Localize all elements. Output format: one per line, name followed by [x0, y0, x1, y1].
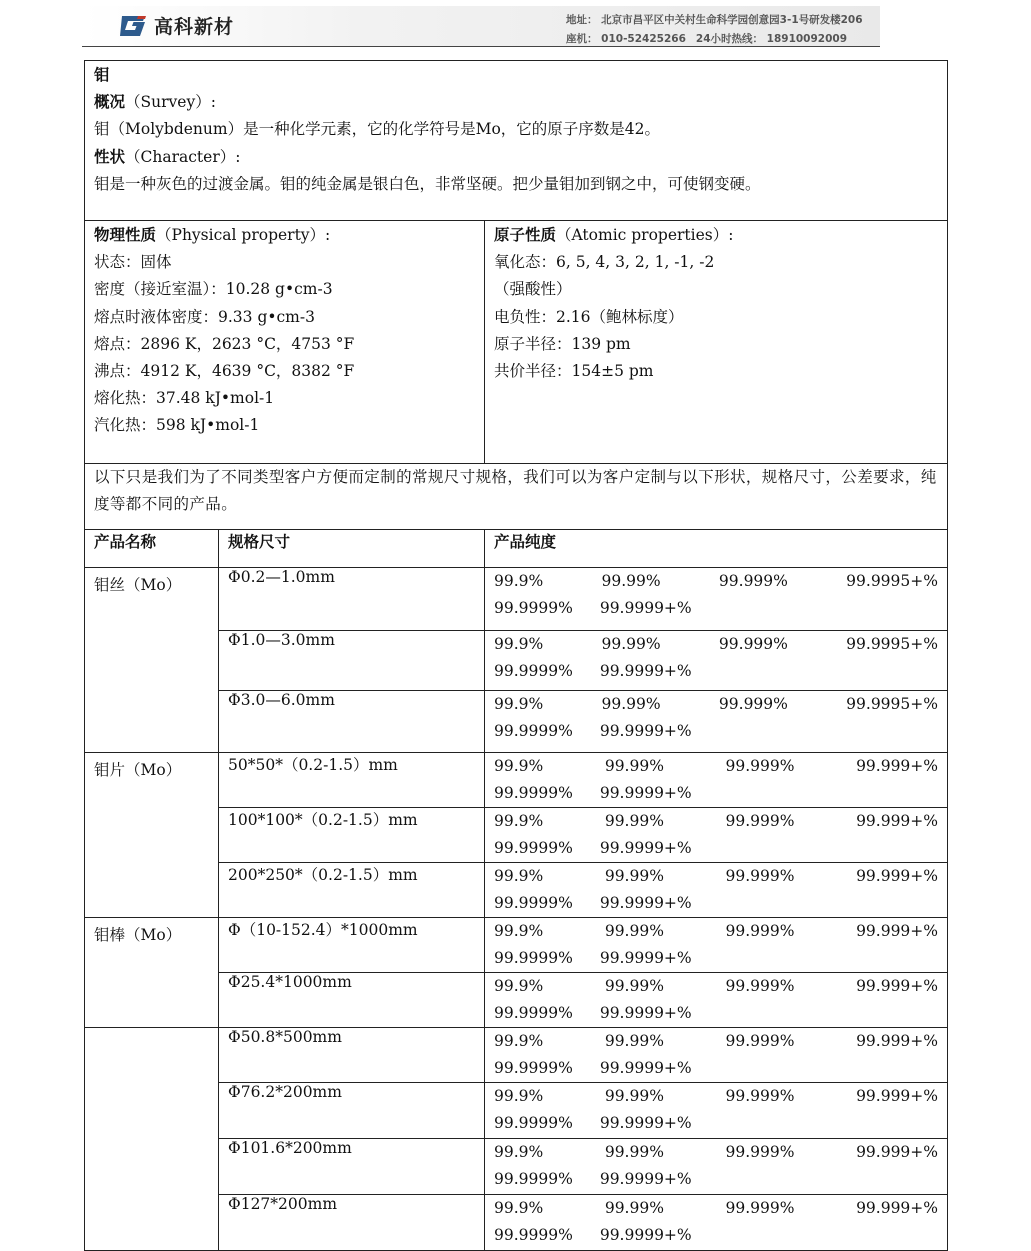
purity-value: 99.99%: [604, 922, 664, 940]
purity-value: 99.9999%: [494, 839, 573, 857]
purity-value: 99.999+%: [856, 1199, 939, 1217]
purity-value: 99.9%: [494, 695, 544, 713]
survey-en: （Survey）:: [125, 93, 216, 111]
purity-cell: [485, 973, 948, 1028]
purity-value: 99.9995+%: [846, 572, 938, 590]
physical-line: 沸点：4912 K，4639 °C，8382 °F: [94, 362, 355, 381]
purity-value: 99.99%: [604, 812, 664, 830]
purity-value: 99.999%: [725, 1032, 795, 1050]
spec-cell: Φ0.2—1.0mm: [219, 568, 485, 631]
purity-value: 99.9999%: [494, 1059, 573, 1077]
header-divider: [82, 46, 880, 47]
survey-label: 概况: [94, 92, 126, 111]
purity-value: 99.999+%: [856, 922, 939, 940]
purity-value: 99.99%: [601, 635, 661, 653]
purity-value: 99.999+%: [856, 812, 939, 830]
purity-value: 99.999+%: [856, 1087, 939, 1105]
purity-line: [494, 780, 938, 807]
purity-cell: [485, 1139, 948, 1195]
purity-value: 99.999%: [718, 572, 788, 590]
spec-cell: 50*50*（0.2-1.5）mm: [219, 753, 485, 808]
brand-name: 高科新材: [154, 16, 235, 38]
product-table: [84, 60, 948, 1251]
purity-line: [494, 1083, 938, 1110]
spec-cell: Φ101.6*200mm: [219, 1139, 485, 1195]
character-text: 钼是一种灰色的过渡金属。钼的纯金属是银白色，非常坚硬。把少量钼加到钢之中，可使钢变硬。: [94, 175, 761, 193]
purity-cell: [485, 631, 948, 691]
purity-value: 99.99%: [604, 977, 664, 995]
atomic-title: 原子性质: [494, 225, 557, 244]
purity-value: 99.9999+%: [599, 839, 692, 857]
purity-value: 99.999+%: [856, 757, 939, 775]
purity-cell: [485, 1083, 948, 1139]
spec-cell: 100*100*（0.2-1.5）mm: [219, 808, 485, 863]
purity-value: 99.9999+%: [599, 949, 692, 967]
purity-value: 99.9999%: [494, 949, 573, 967]
purity-value: 99.99%: [604, 1143, 664, 1161]
product-name-cell: 钼丝（Mo）: [85, 568, 219, 753]
purity-line: [494, 595, 938, 622]
physical-cell: [85, 221, 485, 464]
purity-value: 99.99%: [601, 695, 661, 713]
purity-value: 99.9999+%: [599, 1170, 692, 1188]
purity-line: [494, 918, 938, 945]
spec-cell: Φ50.8*500mm: [219, 1028, 485, 1083]
purity-value: 99.999%: [725, 812, 795, 830]
purity-value: 99.9%: [494, 812, 544, 830]
character-label: 性状: [94, 147, 126, 166]
purity-value: 99.9%: [494, 922, 544, 940]
spec-cell: Φ1.0—3.0mm: [219, 631, 485, 691]
purity-value: 99.99%: [604, 1087, 664, 1105]
purity-cell: [485, 918, 948, 973]
purity-value: 99.999+%: [856, 1032, 939, 1050]
table-row: [85, 568, 948, 631]
purity-value: 99.9%: [494, 1032, 544, 1050]
character-en: （Character）:: [125, 148, 241, 166]
purity-value: 99.999%: [725, 757, 795, 775]
purity-cell: [485, 691, 948, 753]
purity-value: 99.9999%: [494, 722, 573, 740]
physical-line: 熔点时液体密度：9.33 g•cm-3: [94, 307, 315, 326]
purity-line: [494, 973, 938, 1000]
physical-line: 状态：固体: [94, 253, 172, 272]
header-spec: 规格尺寸: [219, 530, 485, 568]
purity-line: [494, 1000, 938, 1027]
purity-value: 99.9999%: [494, 1004, 573, 1022]
purity-line: [494, 1222, 938, 1249]
physical-title-en: （Physical property）:: [156, 226, 331, 244]
purity-value: 99.9999%: [494, 662, 573, 680]
purity-value: 99.9999+%: [599, 599, 692, 617]
physical-line: 熔化热：37.48 kJ•mol-1: [94, 389, 275, 408]
purity-value: 99.999%: [725, 867, 795, 885]
spec-cell: Φ3.0—6.0mm: [219, 691, 485, 753]
spec-cell: 200*250*（0.2-1.5）mm: [219, 863, 485, 918]
purity-value: 99.99%: [604, 757, 664, 775]
address-text: 地址： 北京市昌平区中关村生命科学园创意园3-1号研发楼206: [566, 14, 863, 26]
atomic-line: 原子半径：139 pm: [494, 334, 631, 353]
atomic-line: 氧化态：6, 5, 4, 3, 2, 1, -1, -2: [494, 253, 715, 272]
purity-value: 99.9%: [494, 757, 544, 775]
purity-line: [494, 808, 938, 835]
atomic-title-en: （Atomic properties）:: [556, 226, 734, 244]
purity-value: 99.99%: [601, 572, 661, 590]
purity-cell: [485, 568, 948, 631]
table-row: [85, 918, 948, 973]
purity-value: 99.999%: [718, 695, 788, 713]
purity-value: 99.9999+%: [599, 784, 692, 802]
purity-value: 99.999+%: [856, 1143, 939, 1161]
table-row: [85, 753, 948, 808]
physical-line: 熔点：2896 K，2623 °C，4753 °F: [94, 334, 355, 353]
purity-line: [494, 753, 938, 780]
purity-value: 99.999%: [725, 1143, 795, 1161]
note-row: [85, 464, 948, 530]
purity-value: 99.9999+%: [599, 1004, 692, 1022]
element-name: 钼: [94, 65, 110, 84]
purity-line: [494, 890, 938, 917]
properties-row: [85, 221, 948, 464]
purity-value: 99.99%: [604, 1032, 664, 1050]
company-logo: [118, 12, 234, 39]
purity-line: [494, 1166, 938, 1193]
purity-value: 99.9999%: [494, 894, 573, 912]
atomic-line: （强酸性）: [494, 280, 572, 299]
purity-line: [494, 835, 938, 862]
product-name-cell: [85, 1028, 219, 1251]
purity-value: 99.9999%: [494, 1226, 573, 1244]
purity-value: 99.9999%: [494, 784, 573, 802]
purity-value: 99.9999+%: [599, 1059, 692, 1077]
purity-value: 99.9%: [494, 867, 544, 885]
purity-line: [494, 691, 938, 718]
header-product-name: 产品名称: [85, 530, 219, 568]
note-text: 以下只是我们为了不同类型客户方便而定制的常规尺寸规格，我们可以为客户定制与以下形状，规格尺寸，公差要求，纯度等都不同的产品。: [85, 464, 948, 530]
hotline-text: 24小时热线： 18910092009: [695, 33, 848, 45]
atomic-line: 电负性：2.16（鲍林标度）: [494, 307, 684, 326]
table-header-row: [85, 530, 948, 568]
purity-value: 99.999%: [725, 1199, 795, 1217]
physical-line: 密度（接近室温）：10.28 g•cm-3: [94, 280, 333, 299]
purity-value: 99.9999+%: [599, 1226, 692, 1244]
physical-title: 物理性质: [94, 225, 157, 244]
purity-line: [494, 658, 938, 685]
purity-value: 99.999+%: [856, 977, 939, 995]
purity-value: 99.9%: [494, 1143, 544, 1161]
purity-value: 99.99%: [604, 867, 664, 885]
purity-line: [494, 863, 938, 890]
purity-value: 99.999%: [725, 922, 795, 940]
purity-value: 99.9999%: [494, 1114, 573, 1132]
purity-value: 99.9999%: [494, 599, 573, 617]
purity-cell: [485, 808, 948, 863]
purity-value: 99.9%: [494, 572, 544, 590]
atomic-cell: [485, 221, 948, 464]
purity-line: [494, 1195, 938, 1222]
purity-cell: [485, 1195, 948, 1251]
physical-line: 汽化热：598 kJ•mol-1: [94, 416, 260, 435]
atomic-line: 共价半径：154±5 pm: [494, 362, 654, 381]
spec-cell: Φ127*200mm: [219, 1195, 485, 1251]
purity-cell: [485, 1028, 948, 1083]
purity-line: [494, 631, 938, 658]
purity-line: [494, 568, 938, 595]
contact-info: [566, 11, 863, 49]
purity-line: [494, 718, 938, 745]
phone-text: 座机： 010-52425266: [566, 33, 686, 45]
intro-row: [85, 61, 948, 221]
purity-line: [494, 1028, 938, 1055]
purity-value: 99.99%: [604, 1199, 664, 1217]
table-row: [85, 1028, 948, 1083]
spec-cell: Φ（10-152.4）*1000mm: [219, 918, 485, 973]
purity-value: 99.9999%: [494, 1170, 573, 1188]
purity-line: [494, 945, 938, 972]
intro-cell: [85, 61, 948, 221]
spec-cell: Φ25.4*1000mm: [219, 973, 485, 1028]
product-name-cell: 钼棒（Mo）: [85, 918, 219, 1028]
product-rows: [85, 568, 948, 1251]
purity-cell: [485, 863, 948, 918]
purity-value: 99.9999+%: [599, 1114, 692, 1132]
purity-value: 99.9995+%: [846, 635, 938, 653]
header-purity: 产品纯度: [485, 530, 948, 568]
logo-mark-icon: [118, 13, 148, 39]
purity-value: 99.999%: [718, 635, 788, 653]
purity-line: [494, 1055, 938, 1082]
purity-value: 99.9999+%: [599, 722, 692, 740]
purity-cell: [485, 753, 948, 808]
purity-value: 99.999%: [725, 977, 795, 995]
purity-value: 99.9999+%: [599, 662, 692, 680]
purity-value: 99.9%: [494, 635, 544, 653]
spec-cell: Φ76.2*200mm: [219, 1083, 485, 1139]
purity-line: [494, 1139, 938, 1166]
product-name-cell: 钼片（Mo）: [85, 753, 219, 918]
survey-text: 钼（Molybdenum）是一种化学元素，它的化学符号是Mo，它的原子序数是42。: [94, 120, 661, 138]
purity-line: [494, 1110, 938, 1137]
purity-value: 99.9999+%: [599, 894, 692, 912]
purity-value: 99.9%: [494, 1087, 544, 1105]
purity-value: 99.9%: [494, 977, 544, 995]
purity-value: 99.999+%: [856, 867, 939, 885]
purity-value: 99.9%: [494, 1199, 544, 1217]
purity-value: 99.999%: [725, 1087, 795, 1105]
purity-value: 99.9995+%: [846, 695, 938, 713]
